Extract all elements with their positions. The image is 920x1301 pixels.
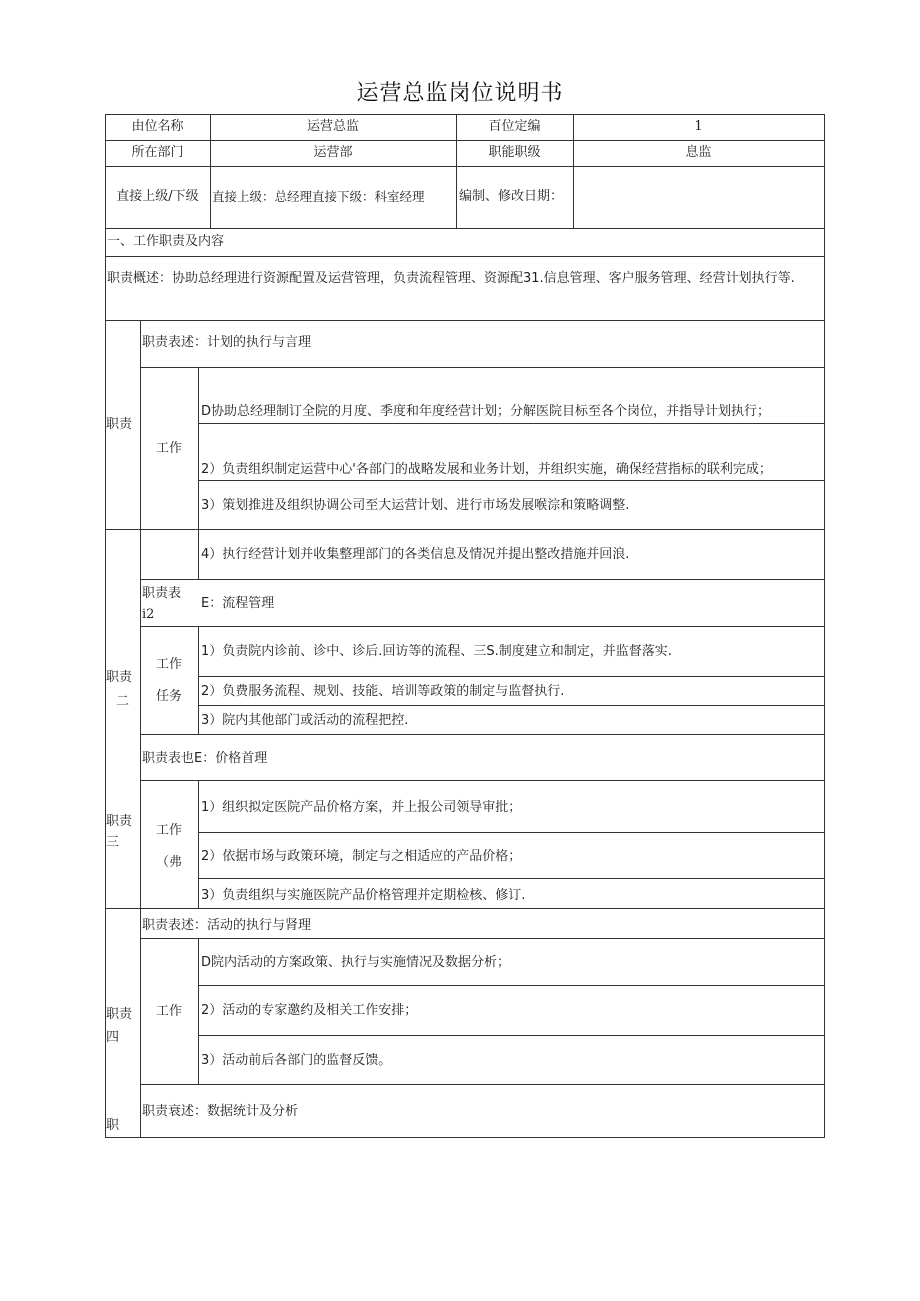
duty2-item-2: 2）负费服务流程、规划、技能、培训等政策的制定与监督执行.	[201, 684, 565, 699]
duty1-work-label: 工作	[155, 441, 182, 456]
duty2-description-label-1: 职责表	[142, 586, 182, 601]
duty3-item-1: 1）组织拟定医院产品价格方案，并上报公司领导审批；	[201, 800, 522, 815]
duty4-item-2: 2）活动的专家邀约及相关工作安排；	[201, 1003, 418, 1018]
duty4-label-2: 四	[106, 1030, 120, 1045]
duty-summary: 职责概述：协助总经理进行资源配置及运营管理，负责流程管理、资源配31.信息管理、客户服务管理、经营计划执行等.	[107, 271, 795, 286]
duty2-item-1: 1）负责院内诊前、诊中、诊后.回访等的流程、三S.制度建立和制定，并监督落实.	[201, 644, 672, 659]
duty4-item-3: 3）活动前后各部门的监督反馈。	[201, 1053, 392, 1068]
page-title: 运营总监岗位说明书	[356, 81, 564, 106]
duty1-item-1: D协助总经理制订全院的月度、季度和年度经营计划；分解医院目标至各个岗位，并指导计划执行；	[201, 404, 771, 419]
duty4-work-label: 工作	[155, 1004, 182, 1019]
duty3-description: 职责表也E：价格首理	[142, 751, 268, 766]
quota-label: 百位定编	[488, 119, 541, 134]
duty5-label: 职	[106, 1118, 120, 1133]
duty2-label-1: 职责	[106, 670, 133, 685]
duty3-item-3: 3）负责组织与实施医院产品价格管理并定期检核、修订.	[201, 888, 526, 903]
duty1-label: 职责	[106, 417, 133, 432]
duty2-description-label-2: i2	[142, 607, 155, 622]
duty2-item-3: 3）院内其他部门或活动的流程把控.	[201, 713, 409, 728]
date-label: 编制、修改日期：	[459, 189, 564, 204]
superior-label: 直接上级/下级	[116, 189, 199, 204]
superior-value: 直接上级：总经理直接下级：科室经理	[212, 189, 425, 204]
duty1-item-2: 2）负责组织制定运营中心'各部门的战略发展和业务计划，并组织实施，确保经营指标的联利完成；	[201, 462, 772, 477]
duty5-description: 职责衰述：数据统计及分析	[142, 1104, 299, 1119]
position-name-value: 运营总监	[306, 119, 359, 134]
quota-value: 1	[694, 119, 703, 134]
duty4-item-1: D院内活动的方案政策、执行与实施情况及数据分析；	[201, 955, 511, 970]
duty2-work-label-1: 工作	[155, 657, 182, 672]
duty2-item-4: 4）执行经营计划并收集整理部门的各类信息及情况并提出整改措施并回浪.	[201, 547, 630, 562]
department-label: 所在部门	[131, 145, 184, 160]
duty4-description: 职责表述：活动的执行与肾理	[142, 918, 312, 933]
grade-value: 息监	[685, 145, 712, 160]
duty3-label-2: 三	[106, 835, 120, 850]
position-name-label: 由位名称	[131, 119, 184, 134]
duty2-label-2: 二	[115, 694, 129, 709]
grade-label: 职能职级	[488, 145, 541, 160]
section-heading: 一、工作职责及内容	[107, 234, 225, 249]
duty2-work-label-2: 任务	[155, 689, 182, 704]
department-value: 运营部	[313, 145, 353, 160]
duty3-work-label-2: （弗	[155, 855, 182, 870]
duty4-label-1: 职责	[106, 1007, 133, 1022]
duty1-description: 职责表述：计划的执行与言理	[142, 335, 312, 350]
duty3-work-label-1: 工作	[155, 823, 182, 838]
duty1-item-3: 3）策划推进及组织协调公司至大运营计划、进行市场发展喉淙和策略调整.	[201, 498, 630, 513]
duty3-item-2: 2）依据市场与政策环境，制定与之相适应的产品价格；	[201, 849, 522, 864]
duty3-label-1: 职责	[106, 814, 133, 829]
duty2-description-text: E：流程管理	[201, 596, 275, 611]
